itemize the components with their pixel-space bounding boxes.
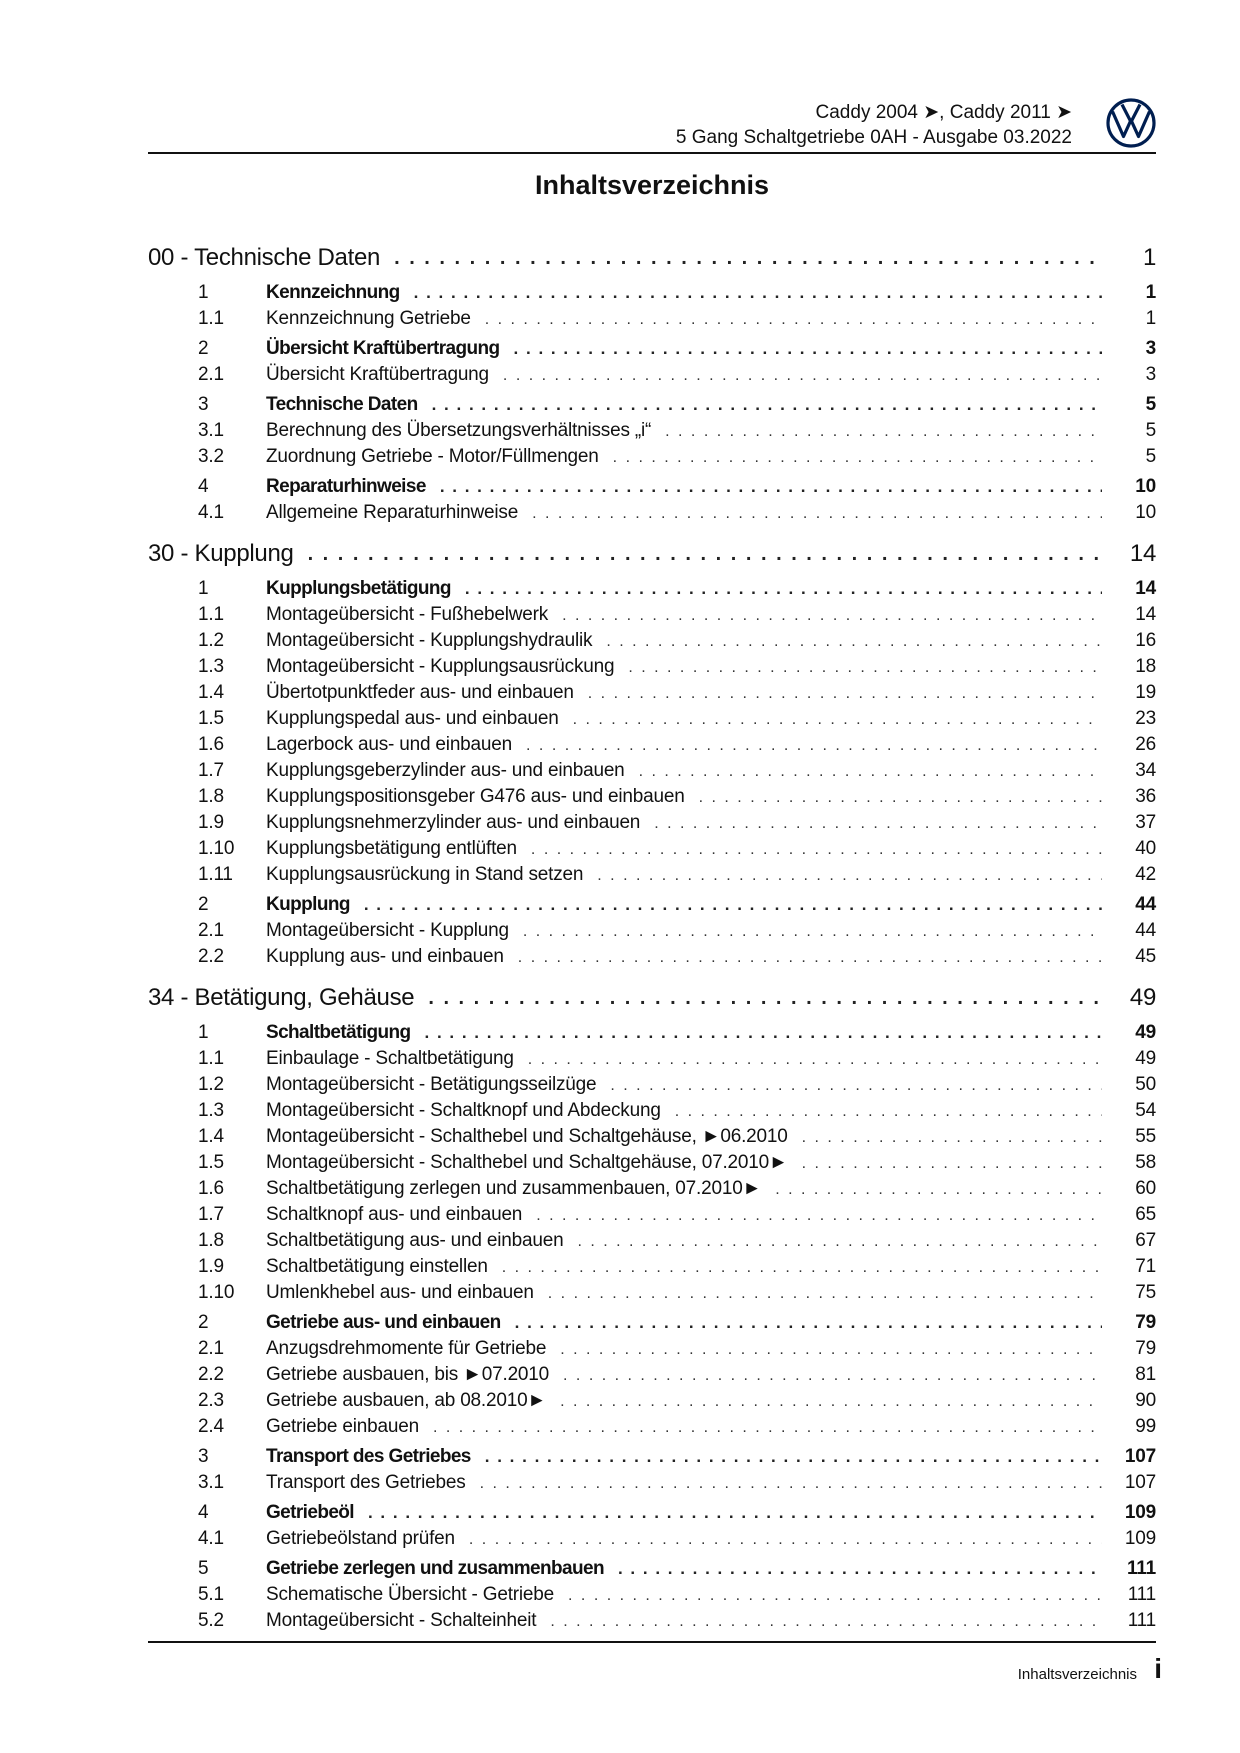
toc-subsection-label: Transport des Getriebes bbox=[266, 1472, 466, 1493]
toc-subsection-entry[interactable] bbox=[148, 630, 1156, 656]
toc-subsection-entry[interactable] bbox=[148, 1390, 1156, 1416]
header-divider bbox=[148, 152, 1156, 154]
toc-subsection-label: Anzugsdrehmomente für Getriebe bbox=[266, 1338, 547, 1359]
toc-subsection-number: 4.1 bbox=[198, 502, 224, 523]
toc-chapter-page: 49 bbox=[1129, 984, 1156, 1011]
toc-section-number: 5 bbox=[198, 1558, 209, 1579]
toc-section-page: 109 bbox=[1124, 1502, 1156, 1523]
toc-section-label: Technische Daten bbox=[266, 394, 418, 415]
toc-leader-dots bbox=[699, 789, 1102, 807]
toc-subsection-entry[interactable] bbox=[148, 1178, 1156, 1204]
toc-subsection-label: Getriebe ausbauen, bis ►07.2010 bbox=[266, 1364, 550, 1385]
toc-subsection-entry[interactable] bbox=[148, 1256, 1156, 1282]
toc-subsection-number: 1.6 bbox=[198, 1178, 224, 1199]
vw-logo-icon bbox=[1106, 98, 1156, 148]
toc-section-label: Kennzeichnung bbox=[266, 282, 400, 303]
toc-subsection-label: Montageübersicht - Kupplung bbox=[266, 920, 509, 941]
toc-leader-dots bbox=[518, 949, 1102, 967]
toc-leader-dots bbox=[548, 1285, 1102, 1303]
toc-subsection-number: 1.1 bbox=[198, 1048, 224, 1069]
toc-leader-dots bbox=[485, 311, 1102, 329]
toc-subsection-label: Kupplung aus- und einbauen bbox=[266, 946, 504, 967]
toc-subsection-number: 2.1 bbox=[198, 364, 224, 385]
toc-subsection-entry[interactable] bbox=[148, 1048, 1156, 1074]
toc-leader-dots bbox=[675, 1103, 1102, 1121]
toc-subsection-entry[interactable] bbox=[148, 1204, 1156, 1230]
toc-leader-dots bbox=[550, 1613, 1102, 1631]
toc-leader-dots bbox=[503, 367, 1102, 385]
toc-subsection-page: 75 bbox=[1135, 1282, 1156, 1303]
toc-subsection-entry[interactable] bbox=[148, 1416, 1156, 1442]
toc-subsection-page: 36 bbox=[1135, 786, 1156, 807]
toc-leader-dots bbox=[465, 579, 1102, 599]
toc-section-number: 2 bbox=[198, 894, 209, 915]
toc-chapter-page: 1 bbox=[1142, 244, 1156, 271]
toc-subsection-label: Zuordnung Getriebe - Motor/Füllmengen bbox=[266, 446, 599, 467]
toc-section-page: 44 bbox=[1135, 894, 1156, 915]
toc-subsection-number: 1.10 bbox=[198, 1282, 235, 1303]
toc-subsection-label: Montageübersicht - Kupplungsausrückung bbox=[266, 656, 615, 677]
toc-subsection-entry[interactable] bbox=[148, 682, 1156, 708]
toc-subsection-page: 34 bbox=[1135, 760, 1156, 781]
toc-chapter bbox=[148, 238, 1156, 528]
toc-subsection-page: 16 bbox=[1135, 630, 1156, 651]
toc-subsection-label: Schaltbetätigung aus- und einbauen bbox=[266, 1230, 564, 1251]
toc-leader-dots bbox=[485, 1447, 1102, 1467]
toc-leader-dots bbox=[502, 1259, 1102, 1277]
toc-subsection-label: Schaltbetätigung zerlegen und zusammenbauen, 07.2010► bbox=[266, 1178, 762, 1199]
toc-section-label: Getriebe aus- und einbauen bbox=[266, 1312, 501, 1333]
toc-subsection-entry[interactable] bbox=[148, 708, 1156, 734]
toc-subsection-entry[interactable] bbox=[148, 946, 1156, 972]
toc-subsection-page: 5 bbox=[1145, 446, 1156, 467]
toc-subsection-number: 1.7 bbox=[198, 760, 224, 781]
toc-subsection-number: 1.9 bbox=[198, 812, 224, 833]
toc-leader-dots bbox=[606, 633, 1102, 651]
footer-page-number: i bbox=[1154, 1653, 1162, 1684]
toc-subsection-entry[interactable] bbox=[148, 1230, 1156, 1256]
toc-subsection-entry[interactable] bbox=[148, 364, 1156, 390]
toc-subsection-page: 1 bbox=[1145, 308, 1156, 329]
toc-subsection-entry[interactable] bbox=[148, 1338, 1156, 1364]
toc-subsection-entry[interactable] bbox=[148, 446, 1156, 472]
toc-leader-dots bbox=[560, 1393, 1102, 1411]
toc-subsection-page: 99 bbox=[1135, 1416, 1156, 1437]
toc-section-label: Getriebe zerlegen und zusammenbauen bbox=[266, 1558, 604, 1579]
toc-section-label: Übersicht Kraftübertragung bbox=[266, 338, 500, 359]
toc-subsection-number: 1.8 bbox=[198, 786, 224, 807]
toc-chapter-label: 30 - Kupplung bbox=[148, 540, 294, 567]
header-vehicle-line: Caddy 2004 ➤, Caddy 2011 ➤ bbox=[815, 102, 1072, 123]
toc-chapter-label: 00 - Technische Daten bbox=[148, 244, 381, 271]
toc-leader-dots bbox=[428, 987, 1102, 1010]
toc-subsection-page: 55 bbox=[1135, 1126, 1156, 1147]
toc-subsection-entry[interactable] bbox=[148, 1472, 1156, 1498]
toc-subsection-number: 2.3 bbox=[198, 1390, 224, 1411]
toc-section-entry[interactable] bbox=[148, 578, 1156, 604]
toc-subsection-label: Montageübersicht - Kupplungshydraulik bbox=[266, 630, 593, 651]
toc-subsection-number: 2.1 bbox=[198, 920, 224, 941]
toc-subsection-label: Montageübersicht - Fußhebelwerk bbox=[266, 604, 549, 625]
toc-leader-dots bbox=[610, 1077, 1102, 1095]
toc-subsection-page: 3 bbox=[1145, 364, 1156, 385]
toc-subsection-number: 2.2 bbox=[198, 946, 224, 967]
toc-subsection-entry[interactable] bbox=[148, 502, 1156, 528]
toc-section-entry[interactable] bbox=[148, 1446, 1156, 1472]
toc-subsection-page: 37 bbox=[1135, 812, 1156, 833]
toc-leader-dots bbox=[514, 339, 1102, 359]
toc-section-number: 4 bbox=[198, 1502, 209, 1523]
toc-subsection-number: 1.7 bbox=[198, 1204, 224, 1225]
toc-section-label: Reparaturhinweise bbox=[266, 476, 426, 497]
toc-subsection-entry[interactable] bbox=[148, 920, 1156, 946]
toc-section-number: 2 bbox=[198, 1312, 209, 1333]
toc-chapter-entry[interactable] bbox=[148, 978, 1156, 1018]
toc-leader-dots bbox=[577, 1233, 1102, 1251]
toc-subsection-number: 3.2 bbox=[198, 446, 224, 467]
toc-leader-dots bbox=[308, 543, 1102, 566]
toc-subsection-entry[interactable] bbox=[148, 812, 1156, 838]
toc-leader-dots bbox=[394, 247, 1102, 270]
toc-subsection-entry[interactable] bbox=[148, 786, 1156, 812]
toc-subsection-page: 18 bbox=[1135, 656, 1156, 677]
toc-subsection-number: 1.10 bbox=[198, 838, 235, 859]
toc-subsection-page: 67 bbox=[1135, 1230, 1156, 1251]
toc-subsection-number: 5.1 bbox=[198, 1584, 224, 1605]
toc-section-label: Kupplung bbox=[266, 894, 350, 915]
toc-subsection-number: 3.1 bbox=[198, 1472, 224, 1493]
toc-leader-dots bbox=[802, 1155, 1102, 1173]
toc-leader-dots bbox=[573, 711, 1102, 729]
toc-subsection-page: 40 bbox=[1135, 838, 1156, 859]
toc-subsection-entry[interactable] bbox=[148, 1152, 1156, 1178]
toc-subsection-number: 3.1 bbox=[198, 420, 224, 441]
toc-subsection-number: 2.2 bbox=[198, 1364, 224, 1385]
toc-subsection-number: 1.2 bbox=[198, 630, 224, 651]
toc-leader-dots bbox=[440, 477, 1102, 497]
toc-subsection-entry[interactable] bbox=[148, 1364, 1156, 1390]
toc-subsection-label: Kennzeichnung Getriebe bbox=[266, 308, 471, 329]
toc-subsection-page: 111 bbox=[1127, 1584, 1156, 1605]
toc-subsection-label: Getriebe einbauen bbox=[266, 1416, 419, 1437]
footer-divider bbox=[148, 1641, 1156, 1643]
toc-subsection-label: Allgemeine Reparaturhinweise bbox=[266, 502, 519, 523]
toc-subsection-page: 81 bbox=[1135, 1364, 1156, 1385]
toc-leader-dots bbox=[368, 1503, 1102, 1523]
toc-subsection-entry[interactable] bbox=[148, 1584, 1156, 1610]
toc-section-page: 10 bbox=[1135, 476, 1156, 497]
toc-leader-dots bbox=[364, 895, 1102, 915]
toc-leader-dots bbox=[526, 737, 1102, 755]
toc-leader-dots bbox=[568, 1587, 1102, 1605]
toc-leader-dots bbox=[563, 1367, 1102, 1385]
toc-subsection-entry[interactable] bbox=[148, 1100, 1156, 1126]
toc-subsection-number: 1.6 bbox=[198, 734, 224, 755]
toc-subsection-entry[interactable] bbox=[148, 656, 1156, 682]
toc-subsection-entry[interactable] bbox=[148, 308, 1156, 334]
toc-section-entry[interactable] bbox=[148, 476, 1156, 502]
toc-chapter bbox=[148, 534, 1156, 972]
toc-leader-dots bbox=[654, 815, 1102, 833]
toc-subsection-entry[interactable] bbox=[148, 760, 1156, 786]
toc-section-number: 2 bbox=[198, 338, 209, 359]
toc-leader-dots bbox=[469, 1531, 1102, 1549]
toc-subsection-label: Montageübersicht - Schaltknopf und Abdeckung bbox=[266, 1100, 661, 1121]
toc-leader-dots bbox=[523, 923, 1102, 941]
toc-section-page: 5 bbox=[1145, 394, 1156, 415]
toc-subsection-page: 10 bbox=[1135, 502, 1156, 523]
toc-chapter bbox=[148, 978, 1156, 1636]
toc-subsection-page: 50 bbox=[1135, 1074, 1156, 1095]
toc-subsection-label: Lagerbock aus- und einbauen bbox=[266, 734, 513, 755]
toc-subsection-number: 1.11 bbox=[198, 864, 233, 885]
toc-section-page: 14 bbox=[1135, 578, 1156, 599]
toc-subsection-entry[interactable] bbox=[148, 1528, 1156, 1554]
toc-subsection-entry[interactable] bbox=[148, 1074, 1156, 1100]
toc-subsection-entry[interactable] bbox=[148, 734, 1156, 760]
toc-subsection-label: Einbaulage - Schaltbetätigung bbox=[266, 1048, 514, 1069]
toc-subsection-entry[interactable] bbox=[148, 604, 1156, 630]
toc-subsection-label: Montageübersicht - Betätigungsseilzüge bbox=[266, 1074, 597, 1095]
toc-leader-dots bbox=[665, 423, 1102, 441]
toc-subsection-page: 23 bbox=[1135, 708, 1156, 729]
toc-section-label: Getriebeöl bbox=[266, 1502, 354, 1523]
toc-subsection-number: 2.1 bbox=[198, 1338, 224, 1359]
toc-section-page: 3 bbox=[1145, 338, 1156, 359]
toc-subsection-page: 49 bbox=[1135, 1048, 1156, 1069]
toc-section-label: Transport des Getriebes bbox=[266, 1446, 471, 1467]
toc-leader-dots bbox=[562, 607, 1102, 625]
toc-chapter-page: 14 bbox=[1129, 540, 1156, 567]
toc-subsection-number: 1.4 bbox=[198, 682, 224, 703]
toc-section-page: 107 bbox=[1124, 1446, 1156, 1467]
toc-subsection-number: 4.1 bbox=[198, 1528, 224, 1549]
toc-subsection-label: Kupplungspositionsgeber G476 aus- und einbauen bbox=[266, 786, 685, 807]
toc-subsection-entry[interactable] bbox=[148, 1610, 1156, 1636]
toc-subsection-page: 14 bbox=[1135, 604, 1156, 625]
toc-subsection-label: Kupplungsbetätigung entlüften bbox=[266, 838, 517, 859]
toc-subsection-entry[interactable] bbox=[148, 420, 1156, 446]
toc-subsection-entry[interactable] bbox=[148, 1126, 1156, 1152]
footer-label: Inhaltsverzeichnis bbox=[1017, 1666, 1137, 1683]
toc-subsection-label: Umlenkhebel aus- und einbauen bbox=[266, 1282, 534, 1303]
toc-subsection-label: Übersicht Kraftübertragung bbox=[266, 364, 489, 385]
toc-subsection-label: Getriebe ausbauen, ab 08.2010► bbox=[266, 1390, 547, 1411]
toc-leader-dots bbox=[532, 505, 1102, 523]
toc-leader-dots bbox=[588, 685, 1102, 703]
toc-section-label: Schaltbetätigung bbox=[266, 1022, 411, 1043]
document-header bbox=[148, 98, 1156, 154]
toc-section-number: 1 bbox=[198, 282, 209, 303]
toc-section-entry[interactable] bbox=[148, 282, 1156, 308]
toc-subsection-number: 5.2 bbox=[198, 1610, 224, 1631]
toc-subsection-entry[interactable] bbox=[148, 1282, 1156, 1308]
toc-chapter-entry[interactable] bbox=[148, 534, 1156, 574]
toc-leader-dots bbox=[425, 1023, 1102, 1043]
toc-section-entry[interactable] bbox=[148, 338, 1156, 364]
toc-leader-dots bbox=[628, 659, 1102, 677]
toc-subsection-label: Kupplungsnehmerzylinder aus- und einbauen bbox=[266, 812, 641, 833]
toc-leader-dots bbox=[433, 1419, 1102, 1437]
toc-leader-dots bbox=[618, 1559, 1102, 1579]
toc-section-page: 49 bbox=[1135, 1022, 1156, 1043]
toc-leader-dots bbox=[432, 395, 1102, 415]
toc-subsection-page: 107 bbox=[1124, 1472, 1156, 1493]
header-manual-line: 5 Gang Schaltgetriebe 0AH - Ausgabe 03.2022 bbox=[675, 127, 1072, 148]
toc-section-page: 111 bbox=[1126, 1558, 1156, 1579]
toc-section-entry[interactable] bbox=[148, 1502, 1156, 1528]
toc-subsection-page: 79 bbox=[1135, 1338, 1156, 1359]
toc-subsection-page: 26 bbox=[1135, 734, 1156, 755]
toc-subsection-number: 1.1 bbox=[198, 604, 224, 625]
toc-subsection-label: Schematische Übersicht - Getriebe bbox=[266, 1584, 555, 1605]
toc-leader-dots bbox=[560, 1341, 1102, 1359]
toc-section-entry[interactable] bbox=[148, 394, 1156, 420]
toc-subsection-number: 1.3 bbox=[198, 1100, 224, 1121]
toc-subsection-number: 1.8 bbox=[198, 1230, 224, 1251]
table-of-contents bbox=[148, 238, 1156, 1636]
toc-subsection-label: Kupplungspedal aus- und einbauen bbox=[266, 708, 559, 729]
toc-chapter-entry[interactable] bbox=[148, 238, 1156, 278]
toc-section-entry[interactable] bbox=[148, 1312, 1156, 1338]
toc-leader-dots bbox=[802, 1129, 1102, 1147]
toc-leader-dots bbox=[528, 1051, 1102, 1069]
toc-leader-dots bbox=[531, 841, 1102, 859]
toc-leader-dots bbox=[536, 1207, 1102, 1225]
toc-subsection-page: 60 bbox=[1135, 1178, 1156, 1199]
toc-section-page: 79 bbox=[1135, 1312, 1156, 1333]
toc-subsection-number: 1.4 bbox=[198, 1126, 224, 1147]
toc-section-number: 3 bbox=[198, 394, 209, 415]
toc-leader-dots bbox=[597, 867, 1102, 885]
toc-subsection-label: Montageübersicht - Schalthebel und Schaltgehäuse, ►06.2010 bbox=[266, 1126, 788, 1147]
toc-subsection-number: 1.3 bbox=[198, 656, 224, 677]
toc-subsection-page: 65 bbox=[1135, 1204, 1156, 1225]
toc-section-number: 4 bbox=[198, 476, 209, 497]
toc-section-number: 1 bbox=[198, 578, 209, 599]
toc-subsection-label: Montageübersicht - Schalteinheit bbox=[266, 1610, 537, 1631]
toc-subsection-label: Getriebeölstand prüfen bbox=[266, 1528, 455, 1549]
toc-subsection-page: 54 bbox=[1135, 1100, 1156, 1121]
toc-subsection-number: 1.9 bbox=[198, 1256, 224, 1277]
toc-leader-dots bbox=[775, 1181, 1102, 1199]
toc-subsection-page: 58 bbox=[1135, 1152, 1156, 1173]
toc-subsection-label: Schaltknopf aus- und einbauen bbox=[266, 1204, 523, 1225]
toc-subsection-entry[interactable] bbox=[148, 864, 1156, 890]
toc-subsection-number: 1.2 bbox=[198, 1074, 224, 1095]
toc-subsection-page: 71 bbox=[1135, 1256, 1156, 1277]
toc-subsection-entry[interactable] bbox=[148, 838, 1156, 864]
toc-subsection-number: 1.1 bbox=[198, 308, 224, 329]
toc-subsection-page: 90 bbox=[1135, 1390, 1156, 1411]
toc-leader-dots bbox=[480, 1475, 1102, 1493]
page-title: Inhaltsverzeichnis bbox=[534, 170, 770, 200]
toc-leader-dots bbox=[414, 283, 1102, 303]
toc-section-entry[interactable] bbox=[148, 894, 1156, 920]
toc-section-label: Kupplungsbetätigung bbox=[266, 578, 451, 599]
toc-subsection-page: 111 bbox=[1127, 1610, 1156, 1631]
toc-subsection-page: 109 bbox=[1124, 1528, 1156, 1549]
toc-subsection-number: 2.4 bbox=[198, 1416, 224, 1437]
toc-subsection-label: Kupplungsgeberzylinder aus- und einbauen bbox=[266, 760, 625, 781]
toc-section-entry[interactable] bbox=[148, 1558, 1156, 1584]
toc-subsection-label: Übertotpunktfeder aus- und einbauen bbox=[266, 682, 574, 703]
toc-leader-dots bbox=[613, 449, 1102, 467]
toc-section-number: 3 bbox=[198, 1446, 209, 1467]
toc-subsection-number: 1.5 bbox=[198, 1152, 224, 1173]
toc-section-entry[interactable] bbox=[148, 1022, 1156, 1048]
toc-section-number: 1 bbox=[198, 1022, 209, 1043]
toc-subsection-page: 5 bbox=[1145, 420, 1156, 441]
toc-chapter-label: 34 - Betätigung, Gehäuse bbox=[148, 984, 415, 1011]
toc-subsection-label: Montageübersicht - Schalthebel und Schaltgehäuse, 07.2010► bbox=[266, 1152, 788, 1173]
toc-leader-dots bbox=[515, 1313, 1102, 1333]
toc-subsection-page: 19 bbox=[1135, 682, 1156, 703]
toc-subsection-page: 44 bbox=[1135, 920, 1156, 941]
toc-subsection-label: Berechnung des Übersetzungsverhältnisses „i“ bbox=[266, 420, 652, 441]
toc-subsection-label: Schaltbetätigung einstellen bbox=[266, 1256, 488, 1277]
toc-subsection-page: 45 bbox=[1135, 946, 1156, 967]
toc-subsection-page: 42 bbox=[1135, 864, 1156, 885]
toc-leader-dots bbox=[639, 763, 1102, 781]
toc-section-page: 1 bbox=[1145, 282, 1156, 303]
toc-subsection-number: 1.5 bbox=[198, 708, 224, 729]
toc-subsection-label: Kupplungsausrückung in Stand setzen bbox=[266, 864, 584, 885]
